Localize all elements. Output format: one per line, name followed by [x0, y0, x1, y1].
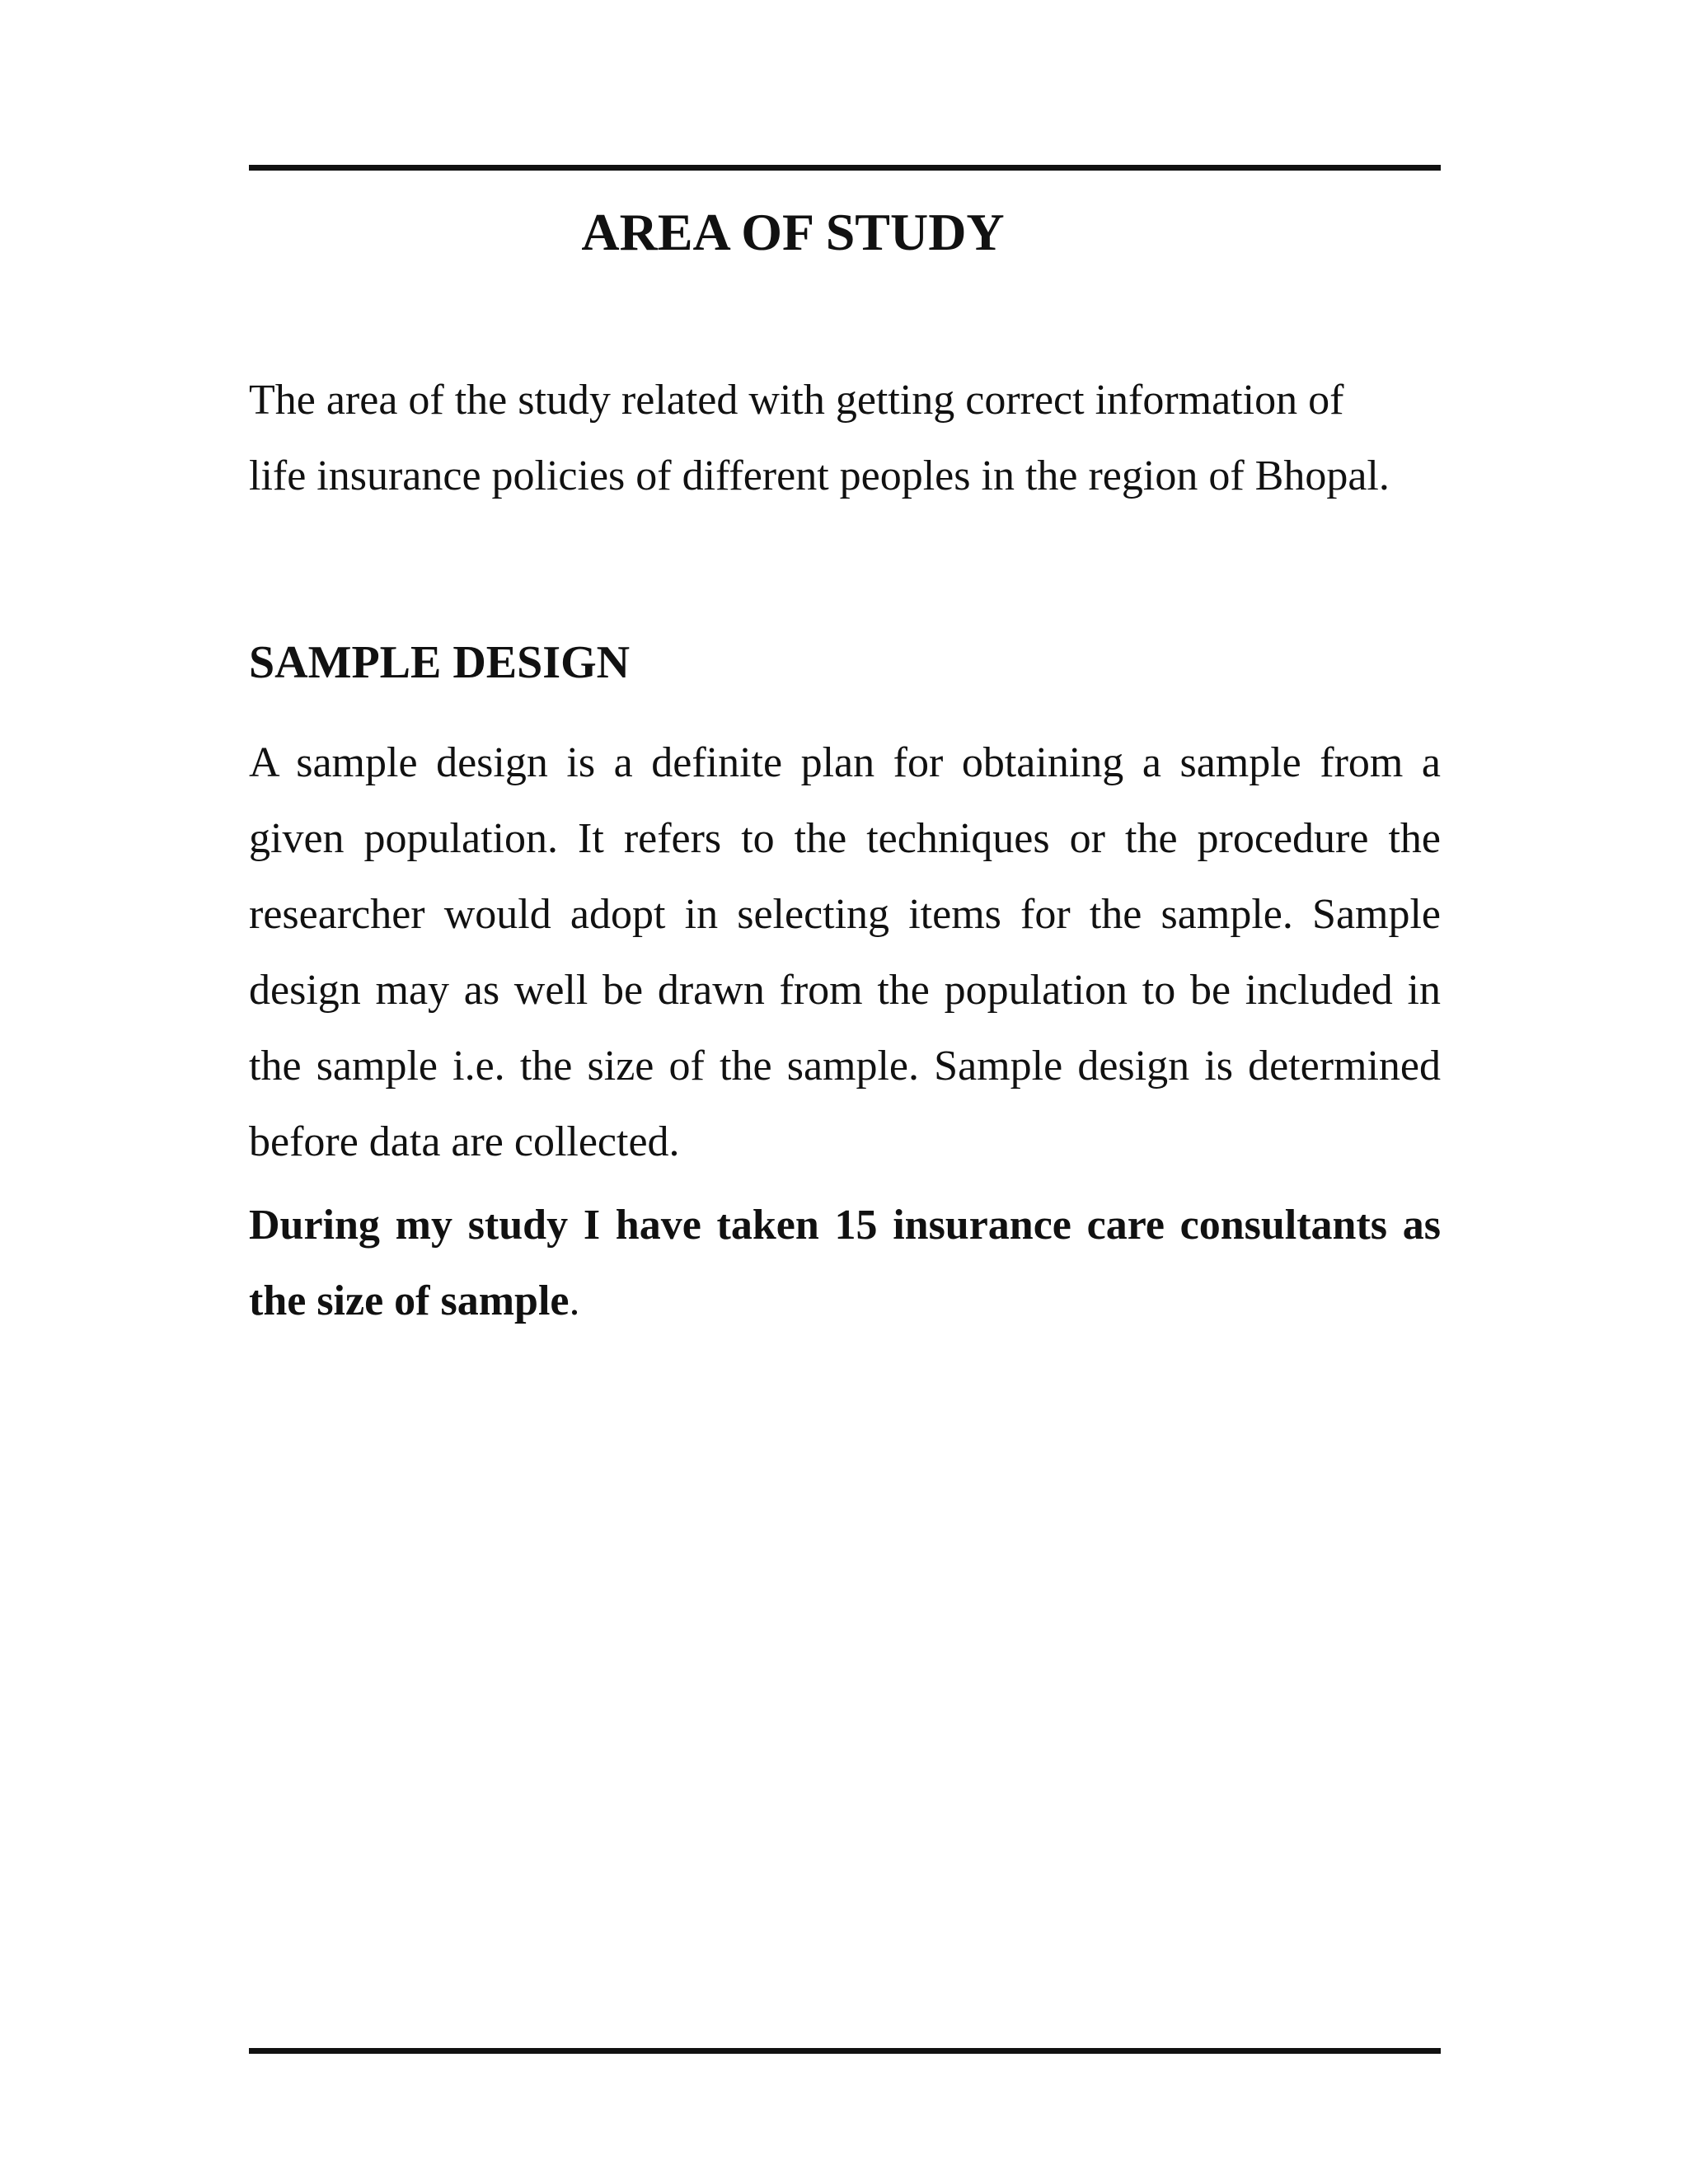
conclusion-paragraph: [249, 1188, 1441, 1339]
intro-line-2: life insurance policies of different peoples in the region of Bhopal.: [249, 452, 1390, 499]
conclusion-bold-text: During my study I have taken 15 insurance care consultants as the size of sample: [249, 1202, 1441, 1324]
intro-line-1: The area of the study related with getting correct information of: [249, 377, 1344, 424]
intro-paragraph: [249, 363, 1485, 514]
top-divider: [249, 165, 1441, 171]
conclusion-period: .: [569, 1277, 580, 1324]
bottom-divider: [249, 2048, 1441, 2054]
section-heading: SAMPLE DESIGN: [249, 637, 631, 688]
page-title: AREA OF STUDY: [581, 203, 1005, 261]
sample-design-paragraph: A sample design is a definite plan for obtaining a sample from a given population. It refers to the techniques or the procedure the researcher would adopt in selecting items for the sample. Sample design may as well be drawn from the population to be included in the sample i.e. the size of the sample. Sample design is determined before data are collected.: [249, 739, 1441, 1165]
